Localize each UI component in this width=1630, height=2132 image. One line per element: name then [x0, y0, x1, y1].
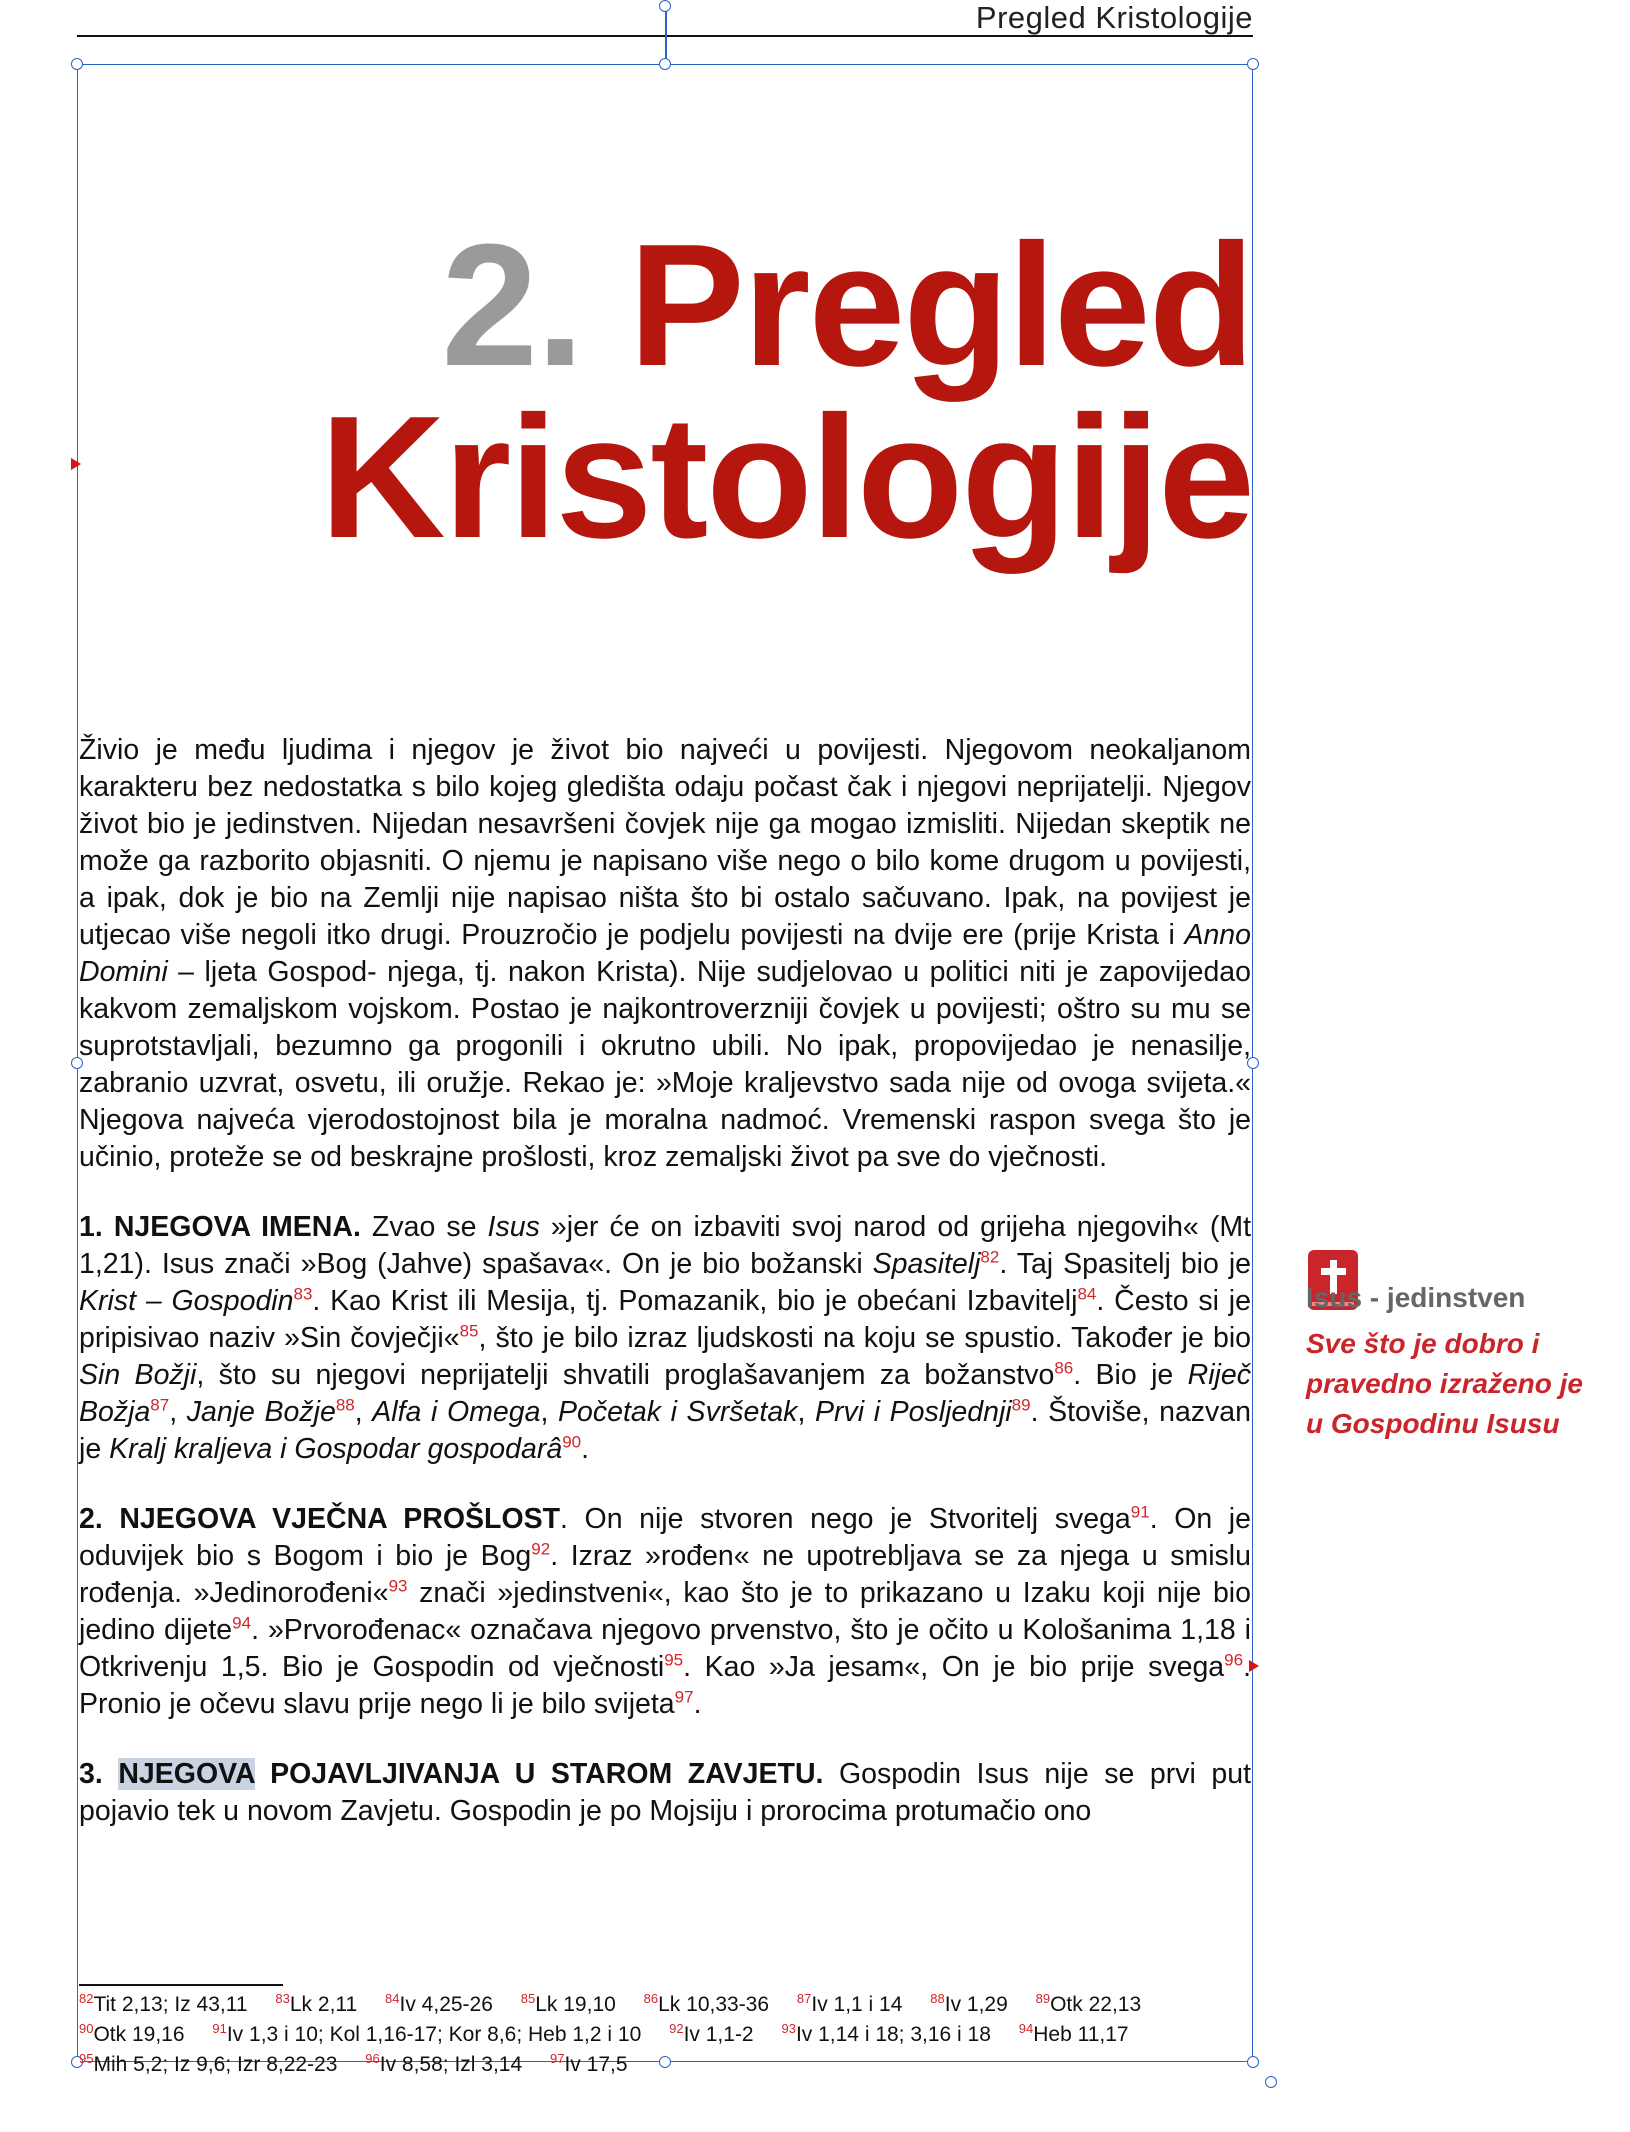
footnote: $^{89}$Otk 22,13	[1035, 1991, 1142, 2016]
resize-handle-top-right[interactable]	[1247, 58, 1259, 70]
footnote-ref: 94	[232, 1613, 252, 1633]
footnote-ref: 88	[335, 1395, 355, 1415]
footnote: $^{91}$Iv 1,3 i 10; Kol 1,16-17; Kor 8,6; Heb 1,2 i 10	[212, 2021, 642, 2046]
footnote: $^{84}$Iv 4,25-26	[385, 1991, 493, 2016]
section-1-heading: 1. NJEGOVA IMENA.	[79, 1211, 361, 1243]
footnote: $^{85}$Lk 19,10	[520, 1991, 616, 2016]
footnote: $^{90}$Otk 19,16	[79, 2021, 185, 2046]
footnote: $^{94}$Heb 11,17	[1018, 2021, 1129, 2046]
footnote: $^{95}$Mih 5,2; Iz 9,6; Izr 8,22-23	[79, 2051, 338, 2076]
body-text[interactable]	[79, 732, 1251, 1863]
resize-handle-top-left[interactable]	[71, 58, 83, 70]
footnote-ref: 96	[1224, 1650, 1244, 1670]
footnote-ref: 92	[531, 1539, 551, 1559]
section-2-paragraph: 2. NJEGOVA VJEČNA PROŠLOST. On nije stvoren nego je Stvoritelj svega$^{91}$. On je oduvijek bio s Bogom i bio je Bog$^{92}$. Izraz »rođen« ne upotrebljava se za njega u smislu rođenja. »Jedinorođeni«$^{93}$ znači »jedinstveni«, kao što je to prikazano u Izaku koji nije bio jedino dijete$^{94}$. »Prvorođenac« označava njegovo prvenstvo, što je očito u Kološanima 1,18 i Otkrivenju 1,5. Bio je Gospodin od vječnosti$^{95}$. Kao »Ja jesam«, On je bio prije svega$^{96}$. Pronio je očevu slavu prije nego li je bilo svijeta$^{97}$.	[79, 1502, 1252, 1720]
footnote-line-3	[79, 2050, 1259, 2080]
in-port-arrow[interactable]	[71, 458, 81, 470]
rotate-handle[interactable]	[659, 0, 671, 12]
footnote-ref: 83	[293, 1284, 313, 1304]
footnotes	[79, 1990, 1259, 2080]
chapter-title-word1: Pregled	[628, 207, 1253, 402]
footnote-ref: 95	[664, 1650, 684, 1670]
footnote-ref: 90	[562, 1432, 582, 1452]
overflow-handle[interactable]	[1265, 2076, 1277, 2088]
footnote-ref: 91	[1130, 1502, 1150, 1522]
footnote-ref: 82	[980, 1247, 1000, 1267]
rotate-handle-line	[665, 10, 667, 64]
resize-handle-top-center[interactable]	[659, 58, 671, 70]
intro-paragraph: Živio je među ljudima i njegov je život bio najveći u povijesti. Njegovom neokaljanom karakteru bez nedostatka s bilo kojeg gledišta odaju počast čak i njegovi neprijatelji. Njegov život bio je jedinstven. Nijedan nesavršeni čovjek nije ga mogao izmisliti. Nijedan skeptik ne može ga razborito objasniti. O njemu je napisano više nego o bilo kome drugom u povijesti, a ipak, dok je bio na Zemlji nije napisao ništa što bi ostalo sačuvano. Ipak, na povijest je utjecao više negoli itko drugi. Prouzročio je podjelu povijesti na dvije ere (prije Krista i Anno Domini – ljeta Gospod- njega, tj. nakon Krista). Nije sudjelovao u politici niti je zapovijedao kakvom zemaljskom vojskom. Postao je najkontroverzniji čovjek u povijesti; oštro su mu se suprotstavljali, bezumno ga progonili i okrutno ubili. No ipak, propovijedao je nenasilje, zabranio uzvrat, osvetu, ili oružje. Rekao je: »Moje kraljevstvo sada nije od ovoga svijeta.« Njegova najveća vjerodostojnost bila je moralna nadmoć. Vremenski raspon svega što je učinio, proteže se od beskrajne prošlosti, kroz zemaljski život pa sve do vječnosti.	[79, 734, 1251, 1173]
footnote-ref: 97	[674, 1687, 694, 1707]
footnote-line-2	[79, 2020, 1259, 2050]
footnote: $^{97}$Iv 17,5	[550, 2051, 628, 2076]
section-3-heading: 3. NJEGOVA POJAVLJIVANJA U STAROM ZAVJETU.	[79, 1758, 824, 1790]
chapter-title-word2: Kristologije	[319, 379, 1253, 574]
footnote-ref: 85	[459, 1321, 479, 1341]
footnote: $^{92}$Iv 1,1-2	[669, 2021, 754, 2046]
chapter-number: 2.	[441, 207, 583, 402]
footnote-separator	[79, 1984, 283, 1986]
footnote: $^{87}$Iv 1,1 i 14	[796, 1991, 903, 2016]
selected-text-highlight: NJEGOVA	[118, 1758, 255, 1790]
footnote-ref: 86	[1054, 1358, 1074, 1378]
chapter-title	[319, 207, 1253, 574]
footnote-ref: 87	[150, 1395, 170, 1415]
footnote-ref: 93	[388, 1576, 408, 1596]
section-3-paragraph: 3. NJEGOVA POJAVLJIVANJA U STAROM ZAVJETU. Gospodin Isus nije se prvi put pojavio tek u novom Zavjetu. Gospodin je po Mojsiju i prorocima protumačio ono	[79, 1758, 1252, 1827]
running-head: Pregled Kristologije	[975, 0, 1253, 35]
footnote: $^{86}$Lk 10,33-36	[643, 1991, 770, 2016]
section-1-paragraph: 1. NJEGOVA IMENA. Zvao se Isus »jer će on izbaviti svoj narod od grijeha njegovih« (Mt 1,21). Isus znači »Bog (Jahve) spašava«. On je bio božanski Spasitelj$^{82}$. Taj Spasitelj bio je Krist – Gospodin$^{83}$. Kao Krist ili Mesija, tj. Pomazanik, bio je obećani Izbavitelj$^{84}$. Često si je pripisivao naziv »Sin čovječji«$^{85}$, što je bilo izraz ljudskosti na koju se spustio. Također je bio Sin Božji, što su njegovi neprijatelji shvatili proglašavanjem za božanstvo$^{86}$. Bio je Riječ Božja$^{87}$, Janje Božje$^{88}$, Alfa i Omega, Početak i Svršetak, Prvi i Posljednji$^{89}$. Štoviše, nazvan je Kralj kraljeva i Gospodar gospodarâ$^{90}$.	[79, 1211, 1252, 1465]
sidebar-title: Isus - jedinstven	[1306, 1282, 1526, 1313]
footnote: $^{83}$Lk 2,11	[275, 1991, 358, 2016]
footnote-ref: 89	[1011, 1395, 1031, 1415]
footnote: $^{93}$Iv 1,14 i 18; 3,16 i 18	[781, 2021, 991, 2046]
footnote-ref: 84	[1077, 1284, 1097, 1304]
section-2-heading: 2. NJEGOVA VJEČNA PROŠLOST	[79, 1503, 561, 1535]
footnote: $^{88}$Iv 1,29	[930, 1991, 1008, 2016]
footnote: $^{82}$Tit 2,13; Iz 43,11	[79, 1991, 248, 2016]
footnote-line-1	[79, 1990, 1259, 2020]
sidebar-quote: Sve što je dobro i pravedno izraženo je u Gospodinu Isusu	[1306, 1328, 1583, 1439]
footnote: $^{96}$Iv 8,58; Izl 3,14	[365, 2051, 523, 2076]
